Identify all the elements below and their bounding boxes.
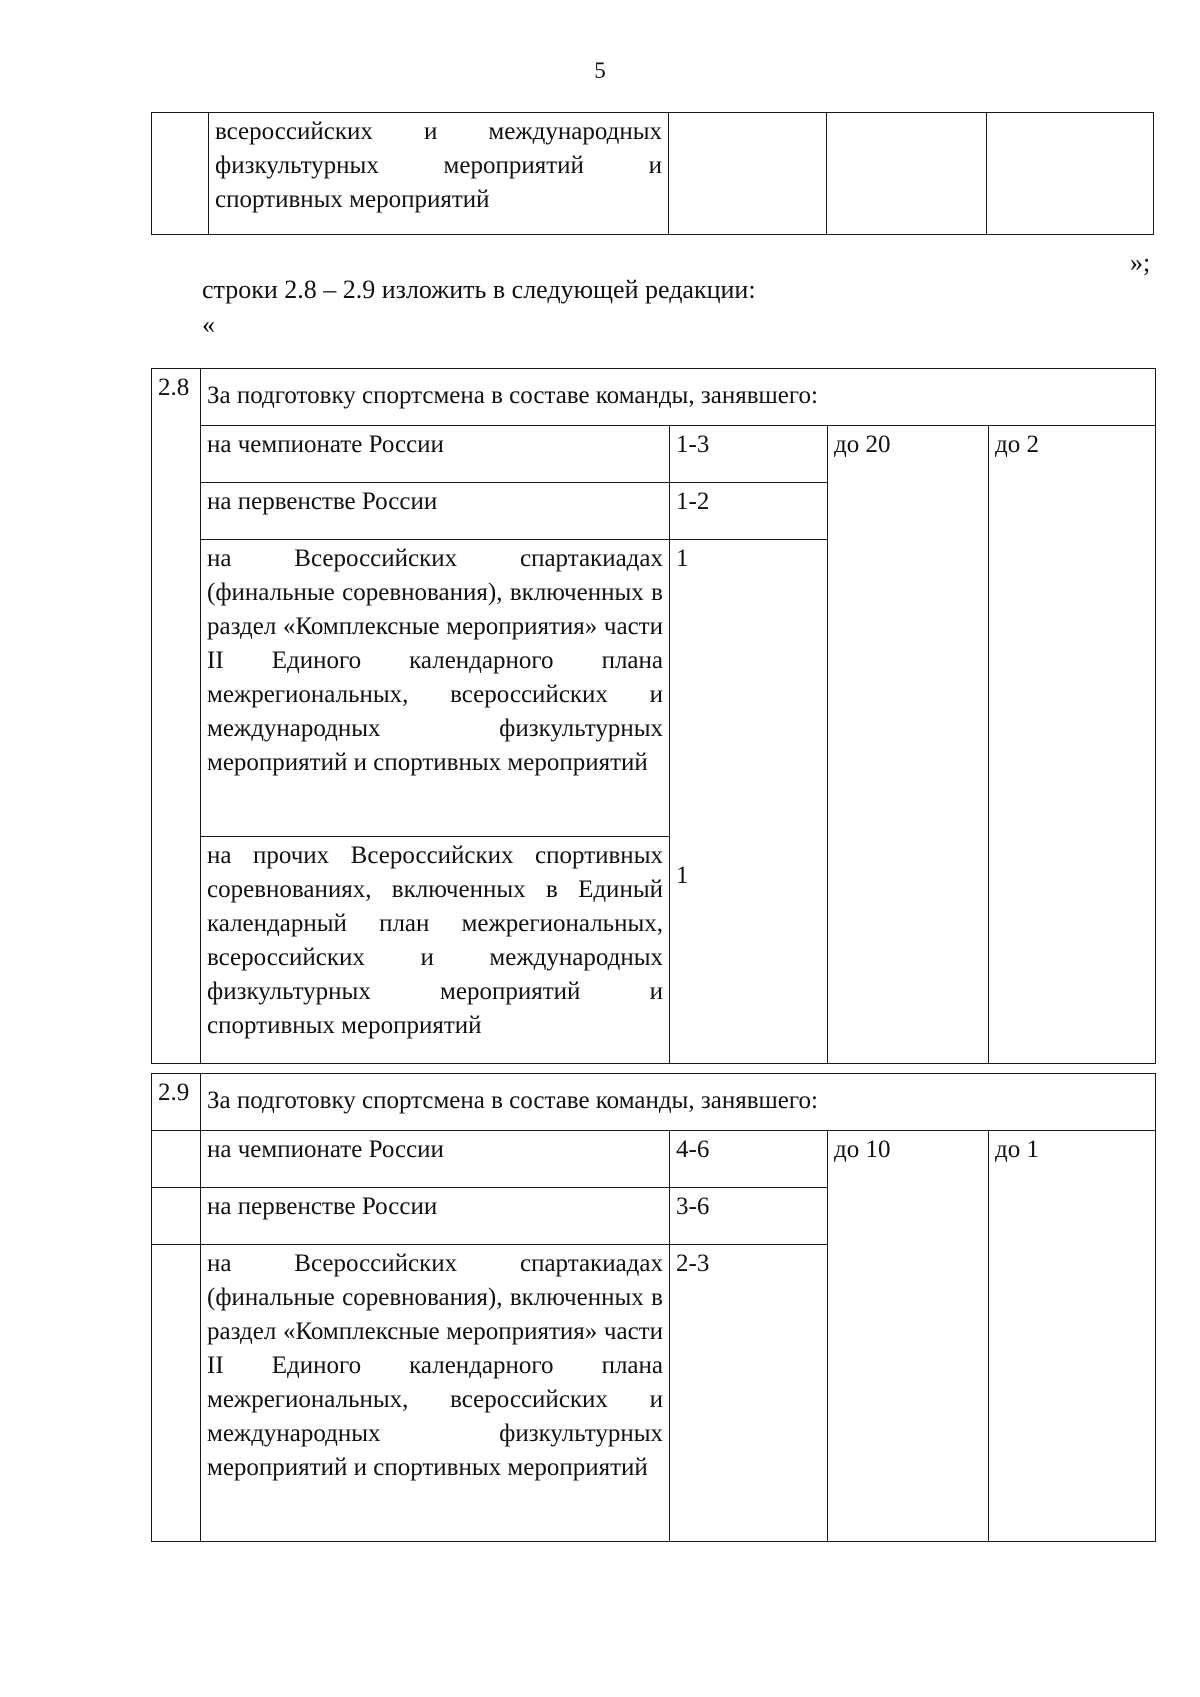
amount-cell: до 10 <box>828 1131 989 1542</box>
extra-cell: до 2 <box>989 426 1156 1064</box>
opening-quote: « <box>202 310 215 339</box>
instruction-text: строки 2.8 – 2.9 изложить в следующей редакции: <box>202 275 756 304</box>
table-row <box>152 1131 1156 1188</box>
extra-cell: до 1 <box>989 1131 1156 1542</box>
row-heading: За подготовку спортсмена в составе команды, занявшего: <box>201 1074 1156 1131</box>
item-place: 2-3 <box>670 1245 828 1542</box>
item-place: 1-2 <box>670 483 828 540</box>
table-row <box>152 369 1156 426</box>
amount-cell <box>827 113 987 235</box>
item-place: 1 <box>670 540 828 1064</box>
description-cell: всероссийских и международных физкультурных мероприятий и спортивных мероприятий <box>209 113 669 235</box>
top-table-fragment <box>151 112 1154 235</box>
row-2-8-table <box>151 368 1156 1064</box>
item-label: на первенстве России <box>201 483 670 540</box>
page-number: 5 <box>594 58 606 83</box>
closing-quote: »; <box>1130 248 1151 277</box>
row-2-9-table <box>151 1073 1156 1542</box>
item-label: на чемпионате России <box>201 1131 670 1188</box>
number-cell <box>152 1188 201 1245</box>
row-number: 2.8 <box>152 369 201 1064</box>
row-heading: За подготовку спортсмена в составе команды, занявшего: <box>201 369 1156 426</box>
extra-cell <box>987 113 1154 235</box>
item-label: на первенстве России <box>201 1188 670 1245</box>
table-row <box>152 1074 1156 1131</box>
number-cell <box>152 1131 201 1188</box>
item-place: 1-3 <box>670 426 828 483</box>
item-label: на чемпионате России <box>201 426 670 483</box>
item-place: 1 <box>676 862 689 889</box>
table-row <box>152 426 1156 483</box>
number-cell <box>152 1245 201 1542</box>
number-cell <box>152 113 209 235</box>
table-row <box>152 113 1154 235</box>
item-label: на прочих Всероссийских спортивных соревнованиях, включенных в Единый календарный план межрегиональных, всероссийских и международных физкультурных мероприятий и спортивных мероприятий <box>201 837 670 1064</box>
item-place: 3-6 <box>670 1188 828 1245</box>
row-number: 2.9 <box>152 1074 201 1131</box>
item-label: на Всероссийских спартакиадах (финальные соревнования), включенных в раздел «Комплексные мероприятия» части II Единого календарного плана межрегиональных, всероссийских и международных физкультурных мероприятий и спортивных мероприятий <box>201 540 670 837</box>
item-label: на Всероссийских спартакиадах (финальные соревнования), включенных в раздел «Комплексные мероприятия» части II Единого календарного плана межрегиональных, всероссийских и международных физкультурных мероприятий и спортивных мероприятий <box>201 1245 670 1542</box>
amount-cell: до 20 <box>828 426 989 1064</box>
place-cell <box>669 113 827 235</box>
item-place: 4-6 <box>670 1131 828 1188</box>
